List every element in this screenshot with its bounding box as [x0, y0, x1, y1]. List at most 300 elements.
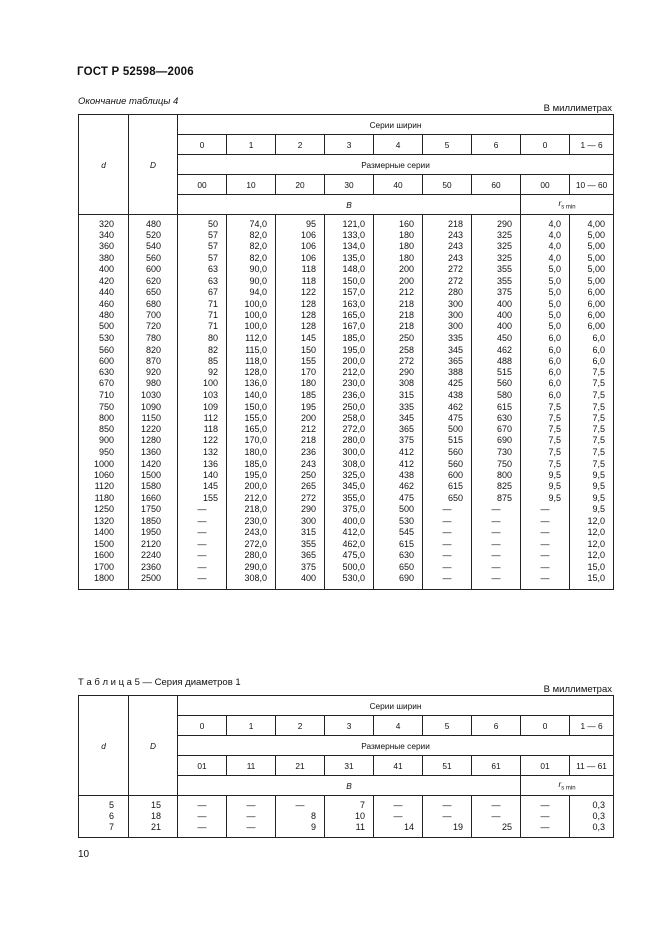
table-cell: 388: [423, 367, 472, 378]
table-cell: 122: [178, 435, 227, 446]
width-series-cell: 1: [227, 716, 276, 736]
table-cell: 80: [178, 332, 227, 344]
table-cell: 900: [79, 435, 129, 446]
table-cell: 6,00: [570, 310, 614, 321]
table5-units: В миллиметрах: [543, 684, 612, 695]
table-cell: 412,0: [325, 527, 374, 538]
table-cell: —: [521, 504, 570, 516]
table-cell: 475: [423, 413, 472, 424]
table-cell: 460: [79, 299, 129, 310]
header-dimension-series: Размерные серии: [178, 155, 614, 175]
table-cell: 1030: [129, 389, 178, 401]
table-cell: 335: [423, 332, 472, 344]
table-cell: 212,0: [227, 493, 276, 504]
table-cell: 180,0: [227, 447, 276, 459]
header-d: d: [79, 696, 129, 796]
table-cell: 355: [472, 275, 521, 287]
table-cell: 850: [79, 424, 129, 435]
table-cell: 5,00: [570, 230, 614, 241]
table-cell: 630: [374, 550, 423, 561]
table-cell: —: [472, 539, 521, 550]
table-cell: 308,0: [227, 573, 276, 589]
table-cell: 272: [374, 356, 423, 367]
width-series-cell: 5: [423, 716, 472, 736]
table-cell: 690: [472, 435, 521, 446]
table-cell: —: [423, 811, 472, 822]
width-series-cell: 4: [374, 135, 423, 155]
table-cell: 345: [423, 345, 472, 356]
table-cell: 71: [178, 321, 227, 332]
table-cell: 218: [276, 435, 325, 446]
table-cell: 50: [178, 215, 227, 231]
table-cell: 236,0: [325, 389, 374, 401]
dimension-series-cell: 00: [521, 175, 570, 195]
table-cell: 325,0: [325, 470, 374, 481]
table-cell: 1850: [129, 516, 178, 527]
table-row: [79, 241, 614, 252]
table-cell: 560: [472, 378, 521, 389]
table-cell: 7: [325, 796, 374, 812]
table-cell: 57: [178, 241, 227, 252]
header-dimension-series: Размерные серии: [178, 736, 614, 756]
table-cell: 109: [178, 402, 227, 413]
table-cell: 1250: [79, 504, 129, 516]
table-cell: 480: [129, 215, 178, 231]
table-cell: 0,3: [570, 822, 614, 837]
table-row: [79, 299, 614, 310]
table-cell: 180: [374, 253, 423, 264]
table-cell: 100: [178, 378, 227, 389]
dimension-series-cell: 11 — 61: [570, 756, 614, 776]
width-series-cell: 0: [178, 135, 227, 155]
table-cell: 615: [423, 481, 472, 492]
table-cell: 615: [374, 539, 423, 550]
table-row: [79, 459, 614, 470]
table-cell: 870: [129, 356, 178, 367]
table-cell: 1950: [129, 527, 178, 538]
table-cell: 150,0: [227, 402, 276, 413]
table-cell: 135,0: [325, 253, 374, 264]
table-cell: 19: [423, 822, 472, 837]
width-series-cell: 6: [472, 716, 521, 736]
table-cell: 300: [423, 299, 472, 310]
table-cell: —: [423, 796, 472, 812]
table-cell: 106: [276, 230, 325, 241]
table-cell: 1060: [79, 470, 129, 481]
table-cell: 90,0: [227, 275, 276, 287]
table-cell: 85: [178, 356, 227, 367]
table-row: [79, 796, 614, 812]
table-cell: 750: [79, 402, 129, 413]
document-title: ГОСТ Р 52598—2006: [77, 66, 194, 78]
table-cell: 272,0: [325, 424, 374, 435]
table-cell: 365: [276, 550, 325, 561]
table-cell: 5,00: [570, 253, 614, 264]
table-row: [79, 493, 614, 504]
table-cell: 1660: [129, 493, 178, 504]
table-cell: 5,0: [521, 275, 570, 287]
table-cell: 580: [472, 389, 521, 401]
table-cell: 14: [374, 822, 423, 837]
table-cell: —: [472, 811, 521, 822]
table-cell: 1580: [129, 481, 178, 492]
table-cell: 730: [472, 447, 521, 459]
table-cell: 950: [79, 447, 129, 459]
table-cell: 11: [325, 822, 374, 837]
table-cell: 272: [423, 275, 472, 287]
table-cell: 308: [374, 378, 423, 389]
table-cell: —: [178, 811, 227, 822]
table-cell: 7,5: [521, 424, 570, 435]
table-cell: 820: [129, 345, 178, 356]
table-cell: 325: [472, 241, 521, 252]
table-row: [79, 435, 614, 446]
table-cell: 170: [276, 367, 325, 378]
table-cell: 345: [374, 413, 423, 424]
table-row: [79, 253, 614, 264]
table-cell: 920: [129, 367, 178, 378]
table-cell: 9,5: [570, 481, 614, 492]
table-cell: —: [178, 504, 227, 516]
table-row: [79, 389, 614, 401]
table-cell: 118: [276, 275, 325, 287]
table-cell: 6,0: [521, 367, 570, 378]
table-cell: 300: [423, 321, 472, 332]
table-cell: 121,0: [325, 215, 374, 231]
table-cell: 272,0: [227, 539, 276, 550]
table-cell: 155: [178, 493, 227, 504]
table-cell: 6,0: [570, 332, 614, 344]
width-series-cell: 2: [276, 135, 325, 155]
table-cell: 7,5: [570, 413, 614, 424]
width-series-cell: 0: [521, 135, 570, 155]
table-cell: 488: [472, 356, 521, 367]
table-cell: 325: [472, 253, 521, 264]
table-cell: 6: [79, 811, 129, 822]
table-cell: 7,5: [521, 413, 570, 424]
table-cell: —: [472, 504, 521, 516]
table-cell: —: [276, 796, 325, 812]
table-cell: 4,0: [521, 215, 570, 231]
table-cell: 71: [178, 310, 227, 321]
table-cell: 630: [472, 413, 521, 424]
table-cell: 515: [472, 367, 521, 378]
table-cell: 134,0: [325, 241, 374, 252]
table-cell: 71: [178, 299, 227, 310]
table-row: [79, 367, 614, 378]
table-cell: 195,0: [325, 345, 374, 356]
table-cell: 560: [79, 345, 129, 356]
table-cell: 6,00: [570, 287, 614, 298]
table-cell: 6,0: [521, 389, 570, 401]
table-cell: 155: [276, 356, 325, 367]
table-cell: 200: [374, 264, 423, 275]
table-cell: 1090: [129, 402, 178, 413]
table-cell: 140,0: [227, 389, 276, 401]
table-cell: 1120: [79, 481, 129, 492]
table-cell: 440: [79, 287, 129, 298]
table-cell: —: [178, 561, 227, 573]
dimension-series-cell: 10 — 60: [570, 175, 614, 195]
dimension-series-cell: 00: [178, 175, 227, 195]
table-cell: 94,0: [227, 287, 276, 298]
table-cell: 560: [129, 253, 178, 264]
table-cell: 100,0: [227, 299, 276, 310]
table-cell: 700: [129, 310, 178, 321]
table-cell: 9,5: [570, 504, 614, 516]
width-series-cell: 6: [472, 135, 521, 155]
table-cell: 25: [472, 822, 521, 837]
header-B: B: [178, 776, 521, 796]
table-cell: 272: [423, 264, 472, 275]
table-cell: 7,5: [521, 402, 570, 413]
table-cell: 128: [276, 310, 325, 321]
table-cell: —: [521, 822, 570, 837]
table-cell: 9,5: [521, 470, 570, 481]
table-cell: 165,0: [325, 310, 374, 321]
width-series-cell: 4: [374, 716, 423, 736]
table-row: [79, 321, 614, 332]
table-cell: 133,0: [325, 230, 374, 241]
table-cell: 355: [472, 264, 521, 275]
table-cell: 690: [374, 573, 423, 589]
table-cell: 2120: [129, 539, 178, 550]
table-cell: 290: [276, 504, 325, 516]
table-cell: 375,0: [325, 504, 374, 516]
table-cell: 980: [129, 378, 178, 389]
table-cell: 355: [276, 539, 325, 550]
table-cell: —: [178, 527, 227, 538]
table-cell: 650: [129, 287, 178, 298]
table-cell: —: [521, 527, 570, 538]
table-cell: 6,00: [570, 321, 614, 332]
table-cell: 212: [276, 424, 325, 435]
table-cell: 12,0: [570, 516, 614, 527]
width-series-cell: 0: [178, 716, 227, 736]
width-series-cell: 2: [276, 716, 325, 736]
table-cell: —: [472, 796, 521, 812]
table-cell: 560: [423, 459, 472, 470]
width-series-cell: 1 — 6: [570, 716, 614, 736]
table-row: [79, 470, 614, 481]
table-cell: 218: [374, 321, 423, 332]
table-cell: 315: [276, 527, 325, 538]
dimension-series-cell: 21: [276, 756, 325, 776]
table-cell: 180: [276, 378, 325, 389]
table-cell: 100,0: [227, 321, 276, 332]
table-cell: 620: [129, 275, 178, 287]
table-cell: 5,0: [521, 264, 570, 275]
table-cell: 6,0: [521, 332, 570, 344]
table-cell: 530,0: [325, 573, 374, 589]
header-rs-min: $r_{s min}$: [521, 776, 614, 796]
table-cell: 258,0: [325, 413, 374, 424]
width-series-cell: 0: [521, 716, 570, 736]
table-cell: 290,0: [227, 561, 276, 573]
table-cell: 615: [472, 402, 521, 413]
table-cell: 15,0: [570, 561, 614, 573]
table-row: [79, 230, 614, 241]
table-cell: 15,0: [570, 573, 614, 589]
table-cell: 355,0: [325, 493, 374, 504]
table-cell: 500: [79, 321, 129, 332]
table-cell: 400,0: [325, 516, 374, 527]
table-cell: 380: [79, 253, 129, 264]
header-rs-min: $r_{s min}$: [521, 195, 614, 215]
table-cell: 425: [423, 378, 472, 389]
table-cell: 1500: [79, 539, 129, 550]
width-series-cell: 5: [423, 135, 472, 155]
table-cell: 212: [374, 287, 423, 298]
table-cell: 195: [276, 402, 325, 413]
header-width-series: Серии ширин: [178, 696, 614, 716]
table-cell: 243: [276, 459, 325, 470]
table-cell: 9: [276, 822, 325, 837]
table-cell: 67: [178, 287, 227, 298]
table-cell: 150: [276, 345, 325, 356]
table-cell: 200: [276, 413, 325, 424]
table-cell: 1320: [79, 516, 129, 527]
width-series-cell: 1: [227, 135, 276, 155]
table-cell: 230,0: [325, 378, 374, 389]
table-row: [79, 378, 614, 389]
table-cell: 6,00: [570, 299, 614, 310]
table-cell: —: [227, 811, 276, 822]
table-cell: 7,5: [570, 378, 614, 389]
width-series-cell: 3: [325, 135, 374, 155]
table-cell: —: [374, 796, 423, 812]
table-cell: 7,5: [570, 424, 614, 435]
table-cell: 12,0: [570, 527, 614, 538]
table-cell: 74,0: [227, 215, 276, 231]
table-cell: 82,0: [227, 253, 276, 264]
table-row: [79, 447, 614, 459]
table-cell: —: [521, 516, 570, 527]
table-cell: 118,0: [227, 356, 276, 367]
table-cell: 1420: [129, 459, 178, 470]
table-cell: 6,0: [570, 345, 614, 356]
table-cell: 136: [178, 459, 227, 470]
table-row: [79, 332, 614, 344]
table-cell: 462: [423, 402, 472, 413]
table-cell: 7,5: [570, 367, 614, 378]
table-cell: 145: [276, 332, 325, 344]
table-4: [78, 114, 614, 590]
table-cell: 180: [374, 241, 423, 252]
table-cell: 345,0: [325, 481, 374, 492]
table-cell: —: [178, 796, 227, 812]
table-cell: 280,0: [325, 435, 374, 446]
table-cell: 1150: [129, 413, 178, 424]
dimension-series-cell: 01: [521, 756, 570, 776]
table-cell: 800: [79, 413, 129, 424]
table-cell: 163,0: [325, 299, 374, 310]
dimension-series-cell: 01: [178, 756, 227, 776]
table-cell: 800: [472, 470, 521, 481]
table-cell: —: [423, 573, 472, 589]
width-series-cell: 3: [325, 716, 374, 736]
table-cell: —: [374, 811, 423, 822]
table-cell: 57: [178, 230, 227, 241]
table-row: [79, 424, 614, 435]
table-cell: 15: [129, 796, 178, 812]
table4-units: В миллиметрах: [543, 103, 612, 114]
table-cell: 243: [423, 230, 472, 241]
table-cell: 92: [178, 367, 227, 378]
table-row: [79, 310, 614, 321]
table-cell: 103: [178, 389, 227, 401]
table-cell: 7,5: [570, 447, 614, 459]
table-cell: 412: [374, 459, 423, 470]
table-cell: 7,5: [570, 459, 614, 470]
table-cell: —: [423, 527, 472, 538]
table-cell: 100,0: [227, 310, 276, 321]
table-cell: 4,0: [521, 253, 570, 264]
table-cell: 1600: [79, 550, 129, 561]
table-cell: 475,0: [325, 550, 374, 561]
table-cell: 236: [276, 447, 325, 459]
table-cell: 400: [79, 264, 129, 275]
page-number: 10: [78, 849, 90, 860]
table-cell: 122: [276, 287, 325, 298]
table-cell: 180: [374, 230, 423, 241]
table-cell: 4,0: [521, 241, 570, 252]
table-cell: 6,0: [521, 378, 570, 389]
dimension-series-cell: 51: [423, 756, 472, 776]
table-cell: 670: [79, 378, 129, 389]
header-D: D: [129, 696, 178, 796]
table-cell: 4,00: [570, 215, 614, 231]
table-cell: —: [521, 796, 570, 812]
table-row: [79, 550, 614, 561]
table-cell: 600: [79, 356, 129, 367]
table-cell: 128: [276, 321, 325, 332]
table-cell: —: [521, 573, 570, 589]
table-5: [78, 695, 614, 838]
table-cell: 5,0: [521, 321, 570, 332]
table-cell: 500: [374, 504, 423, 516]
table-cell: 462,0: [325, 539, 374, 550]
table-cell: 0,3: [570, 796, 614, 812]
table-cell: 280,0: [227, 550, 276, 561]
table-cell: 400: [472, 310, 521, 321]
table-cell: 400: [472, 299, 521, 310]
dimension-series-cell: 50: [423, 175, 472, 195]
table-cell: 132: [178, 447, 227, 459]
table-cell: 9,5: [570, 470, 614, 481]
table-cell: 1360: [129, 447, 178, 459]
table-cell: 218: [374, 310, 423, 321]
header-width-series: Серии ширин: [178, 115, 614, 135]
table-cell: —: [472, 516, 521, 527]
table-cell: 200,0: [227, 481, 276, 492]
table-row: [79, 287, 614, 298]
table-cell: 475: [374, 493, 423, 504]
table-cell: 63: [178, 275, 227, 287]
table-cell: 2240: [129, 550, 178, 561]
table-row: [79, 345, 614, 356]
table-cell: 500,0: [325, 561, 374, 573]
table-cell: 300,0: [325, 447, 374, 459]
table-cell: 57: [178, 253, 227, 264]
table-cell: —: [423, 561, 472, 573]
table-cell: 157,0: [325, 287, 374, 298]
table-cell: 462: [472, 345, 521, 356]
table-cell: 6,0: [521, 356, 570, 367]
table-cell: 450: [472, 332, 521, 344]
table-cell: 4,0: [521, 230, 570, 241]
table-cell: —: [472, 550, 521, 561]
